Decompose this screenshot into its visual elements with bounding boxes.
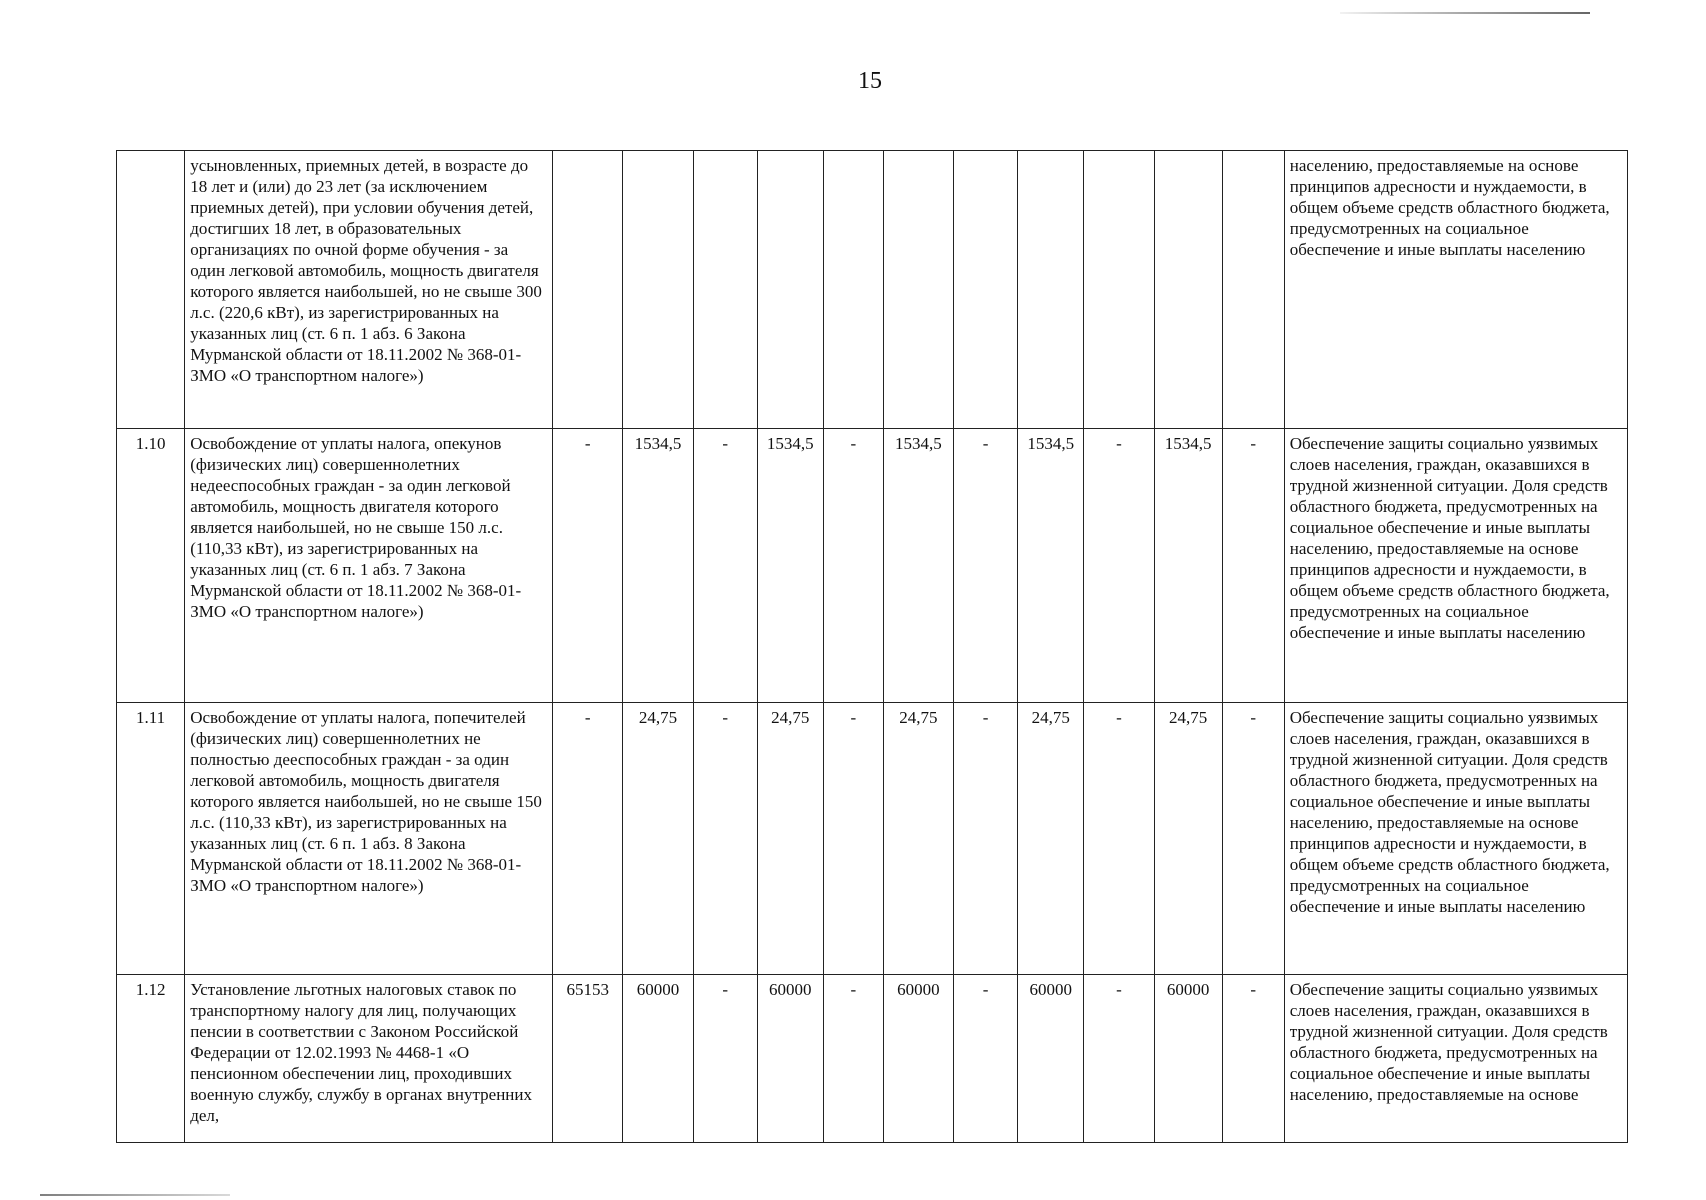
value-cell: 24,75 [1018,703,1084,975]
value-cell: - [693,975,757,1143]
value-cell: - [1084,975,1154,1143]
value-cell [1018,151,1084,429]
value-cell: - [1222,429,1284,703]
row-note: населению, предоставляемые на основе принципов адресности и нуждаемости, в общем объеме средств областного бюджета, предусмотренных на социальное обеспечение и иные выплаты населению [1284,151,1627,429]
value-cell: - [1084,429,1154,703]
value-cell: 1534,5 [623,429,693,703]
scan-artifact-top [1340,12,1590,14]
table-row [117,703,1628,975]
value-cell: - [693,429,757,703]
row-note: Обеспечение защиты социально уязвимых слоев населения, граждан, оказавшихся в трудной жизненной ситуации. Доля средств областного бюджета, предусмотренных на социальное обеспечение и иные выплаты населению, предоставляемые на основе [1284,975,1627,1143]
value-cell: 24,75 [757,703,823,975]
value-cell [553,151,623,429]
value-cell: 65153 [553,975,623,1143]
table-row [117,429,1628,703]
tax-benefits-table [116,150,1628,1143]
value-cell [757,151,823,429]
value-cell: 60000 [623,975,693,1143]
value-cell [693,151,757,429]
row-description: Освобождение от уплаты налога, опекунов (физических лиц) совершеннолетних недееспособных граждан - за один легковой автомобиль, мощность двигателя которого является наибольшей, но не свыше 150 л.с. (110,33 кВт), из зарегистрированных на указанных лиц (ст. 6 п. 1 абз. 7 Закона Мурманской области от 18.11.2002 № 368-01-ЗМО «О транспортном налоге») [185,429,553,703]
value-cell: - [553,703,623,975]
value-cell: - [954,975,1018,1143]
row-number: 1.10 [117,429,185,703]
value-cell: 24,75 [883,703,953,975]
value-cell [1222,151,1284,429]
row-number: 1.11 [117,703,185,975]
value-cell [1084,151,1154,429]
value-cell: 1534,5 [883,429,953,703]
value-cell: 60000 [883,975,953,1143]
row-number [117,151,185,429]
value-cell: 1534,5 [1018,429,1084,703]
value-cell: 24,75 [623,703,693,975]
row-note: Обеспечение защиты социально уязвимых слоев населения, граждан, оказавшихся в трудной жизненной ситуации. Доля средств областного бюджета, предусмотренных на социальное обеспечение и иные выплаты населению, предоставляемые на основе принципов адресности и нуждаемости, в общем объеме средств областного бюджета, предусмотренных на социальное обеспечение и иные выплаты населению [1284,429,1627,703]
page-number: 15 [858,68,882,94]
value-cell: - [823,975,883,1143]
value-cell: - [553,429,623,703]
row-description: Установление льготных налоговых ставок по транспортному налогу для лиц, получающих пенсии в соответствии с Законом Российской Федерации от 12.02.1993 № 4468-1 «О пенсионном обеспечении лиц, проходивших военную службу, службу в органах внутренних дел, [185,975,553,1143]
value-cell: - [1084,703,1154,975]
value-cell: 1534,5 [757,429,823,703]
value-cell: 60000 [1018,975,1084,1143]
row-description: Освобождение от уплаты налога, попечителей (физических лиц) совершеннолетних не полностью дееспособных граждан - за один легковой автомобиль, мощность двигателя которого является наибольшей, но не свыше 150 л.с. (110,33 кВт), из зарегистрированных на указанных лиц (ст. 6 п. 1 абз. 8 Закона Мурманской области от 18.11.2002 № 368-01-ЗМО «О транспортном налоге») [185,703,553,975]
value-cell [823,151,883,429]
table-row [117,975,1628,1143]
row-number: 1.12 [117,975,185,1143]
value-cell: - [954,703,1018,975]
value-cell: 1534,5 [1154,429,1222,703]
value-cell [1154,151,1222,429]
value-cell: - [823,429,883,703]
value-cell: 60000 [757,975,823,1143]
value-cell: - [954,429,1018,703]
scan-artifact-bottom [40,1194,230,1196]
row-note: Обеспечение защиты социально уязвимых слоев населения, граждан, оказавшихся в трудной жизненной ситуации. Доля средств областного бюджета, предусмотренных на социальное обеспечение и иные выплаты населению, предоставляемые на основе принципов адресности и нуждаемости, в общем объеме средств областного бюджета, предусмотренных на социальное обеспечение и иные выплаты населению [1284,703,1627,975]
value-cell: - [1222,703,1284,975]
value-cell [954,151,1018,429]
row-description: усыновленных, приемных детей, в возрасте до 18 лет и (или) до 23 лет (за исключением приемных детей), при условии обучения детей, достигших 18 лет, в образовательных организациях по очной форме обучения - за один легковой автомобиль, мощность двигателя которого является наибольшей, но не свыше 300 л.с. (220,6 кВт), из зарегистрированных на указанных лиц (ст. 6 п. 1 абз. 6 Закона Мурманской области от 18.11.2002 № 368-01-ЗМО «О транспортном налоге») [185,151,553,429]
value-cell: - [693,703,757,975]
table-row [117,151,1628,429]
value-cell: - [1222,975,1284,1143]
value-cell [623,151,693,429]
value-cell: - [823,703,883,975]
value-cell: 24,75 [1154,703,1222,975]
value-cell: 60000 [1154,975,1222,1143]
value-cell [883,151,953,429]
